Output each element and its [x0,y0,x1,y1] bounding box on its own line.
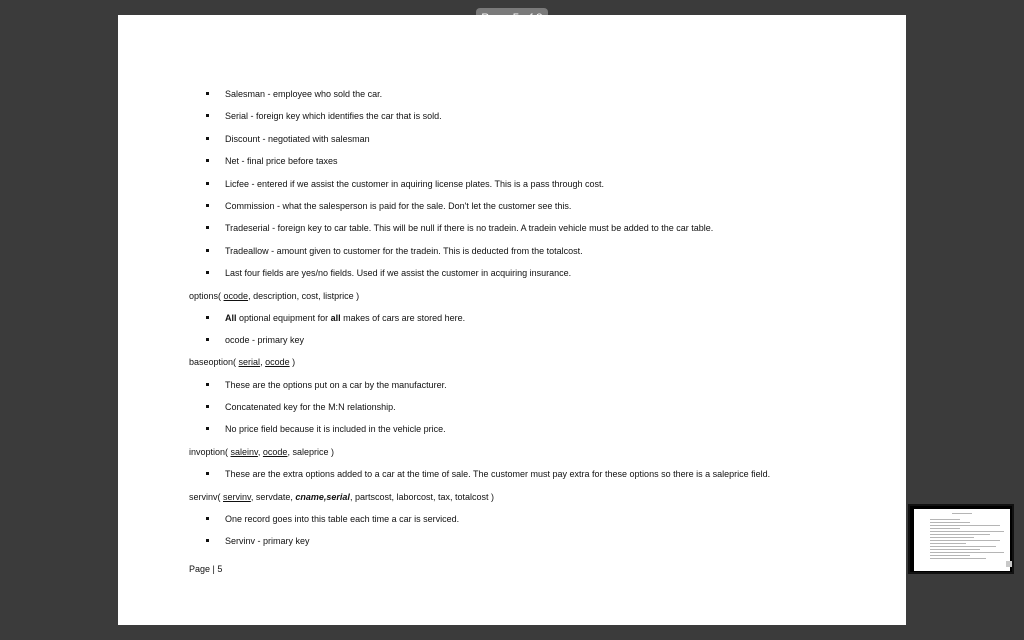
baseoption-heading: baseoption( serial, ocode ) [189,357,296,367]
bullet-icon [206,383,209,386]
page-footer: Page | 5 [189,564,223,574]
invoption-heading: invoption( saleinv, ocode, saleprice ) [189,447,334,457]
bullet-icon [206,405,209,408]
thumbnail-line [930,549,980,550]
thumbnail-scroll-marker [1006,561,1012,567]
thumbnail-page-preview [914,509,1010,571]
thumbnail-line [930,531,1004,532]
bullet-icon [206,316,209,319]
document-page: Salesman - employee who sold the car. Serial - foreign key which identifies the car that is sold. Discount - negotiated with salesman Net - final price before taxes Licfee - entered if we assist the customer in aquiring license plates. This is a pass through cost. Commission - what the salesperson is paid for the sale. Don't let the customer see this. Tradeserial - foreign key to car table. This will be null if there is no tradein. A tradein vehicle must be added to the car table. Tradeallow - amount given to customer for the tradein. This is deducted from the totalcost. Last four fields are yes/no fields. Used if we assist the customer in acquiring insurance. options( ocode, description, cost, listprice ) All optional equipment for all makes of cars are stored here. ocode - primary key baseoption( serial, ocode ) These are the options put on a car by the manufacturer. Concatenated key for the M:N relationship. No price field because it is included in the vehicle price. invoption( saleinv, ocode, saleprice ) These are the extra options added to a car at the time of sale. The customer must pay extra for these options so there is a saleprice field. servinv( servinv, servdate, cname,serial, partscost, laborcost, tax, totalcost ) One record goes into this table each time a car is serviced. Servinv - primary key Page | 5 [118,15,906,625]
thumbnail-line [930,555,970,556]
page-thumbnail[interactable] [908,504,1014,574]
thumbnail-line [952,513,972,514]
bullet-icon [206,204,209,207]
servinv-heading: servinv( servinv, servdate, cname,serial, partscost, laborcost, tax, totalcost ) [189,492,494,502]
bullet-icon [206,137,209,140]
thumbnail-line [930,528,960,529]
bullet-icon [206,338,209,341]
thumbnail-line [930,525,1000,526]
thumbnail-line [930,552,1004,553]
thumbnail-line [930,546,996,547]
bullet-icon [206,539,209,542]
bullet-icon [206,159,209,162]
bullet-icon [206,517,209,520]
bullet-icon [206,92,209,95]
thumbnail-line [930,540,1000,541]
bullet-icon [206,249,209,252]
options-heading: options( ocode, description, cost, listprice ) [189,291,360,301]
thumbnail-line [930,537,974,538]
bullet-icon [206,427,209,430]
bullet-icon [206,226,209,229]
bullet-icon [206,472,209,475]
thumbnail-line [930,534,990,535]
bullet-icon [206,114,209,117]
thumbnail-line [930,558,986,559]
bullet-icon [206,182,209,185]
thumbnail-line [930,543,966,544]
bullet-icon [206,271,209,274]
thumbnail-line [930,522,970,523]
thumbnail-line [930,519,960,520]
